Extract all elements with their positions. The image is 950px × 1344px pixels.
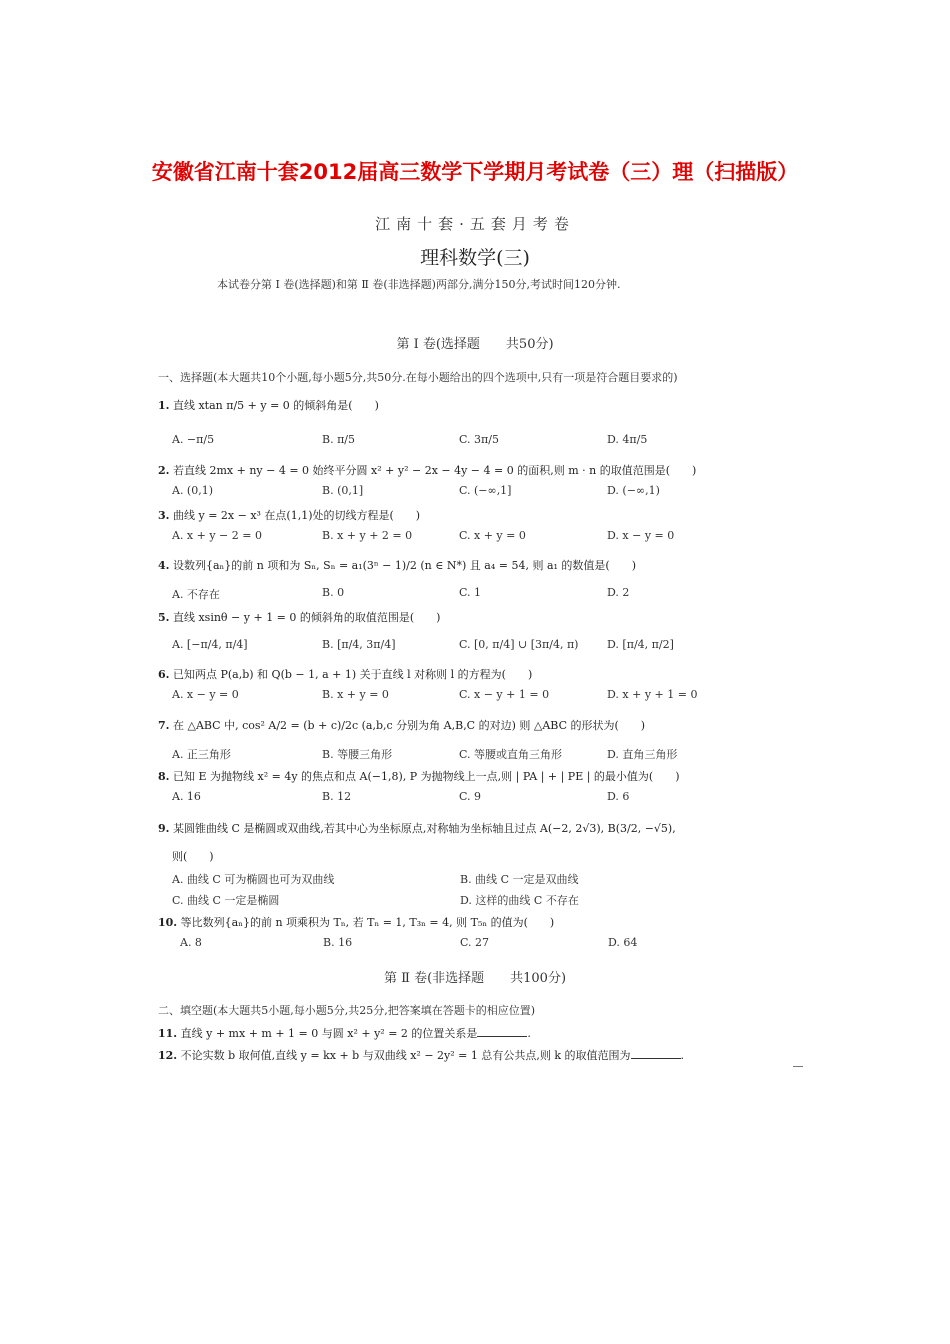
question-4 xyxy=(158,557,636,573)
question-number: 1. xyxy=(158,399,170,412)
option-a: A. x − y = 0 xyxy=(172,688,239,701)
exam-subtitle: 理科数学(三) xyxy=(420,247,530,269)
option-b: B. 0 xyxy=(322,586,345,599)
question-1-options xyxy=(172,433,792,449)
part-one-heading: 第 Ⅰ 卷(选择题 共50分) xyxy=(396,337,554,352)
question-text: 若直线 2mx + ny − 4 = 0 始终平分圆 x² + y² − 2x − 4y − 4 = 0 的面积,则 m · n 的取值范围是( ) xyxy=(172,464,697,477)
question-number: 9. xyxy=(158,822,170,835)
question-12 xyxy=(158,1047,684,1063)
question-text: 直线 y + mx + m + 1 = 0 与圆 x² + y² = 2 的位置关系是 xyxy=(180,1027,478,1040)
question-number: 12. xyxy=(158,1049,178,1062)
question-number: 5. xyxy=(158,611,170,624)
option-d: D. 4π/5 xyxy=(607,433,648,446)
question-9-continuation: 则( ) xyxy=(172,850,214,863)
question-11 xyxy=(158,1025,531,1041)
option-a: A. 8 xyxy=(180,936,202,949)
option-d: D. x + y + 1 = 0 xyxy=(607,688,698,701)
question-2-options xyxy=(172,484,792,500)
option-d: D. 6 xyxy=(607,790,630,803)
question-text: 等比数列{aₙ}的前 n 项乘积为 Tₙ, 若 Tₙ = 1, T₃ₙ = 4, 则 T₅ₙ 的值为( ) xyxy=(180,916,555,929)
question-number: 10. xyxy=(158,916,178,929)
option-b: B. π/5 xyxy=(322,433,356,446)
option-a: A. 曲线 C 可为椭圆也可为双曲线 xyxy=(172,873,335,886)
option-d: D. 64 xyxy=(608,936,638,949)
option-a: A. x + y − 2 = 0 xyxy=(172,529,262,542)
question-8 xyxy=(158,768,680,784)
question-text: 某圆锥曲线 C 是椭圆或双曲线,若其中心为坐标原点,对称轴为坐标轴且过点 A(−2, 2√3), B(3/2, −√5), xyxy=(172,822,676,835)
document-title: 安徽省江南十套2012届高三数学下学期月考试卷（三）理（扫描版） xyxy=(151,160,799,184)
question-number: 4. xyxy=(158,559,170,572)
question-8-options xyxy=(172,790,792,806)
question-6-options xyxy=(172,688,792,704)
option-d: D. 这样的曲线 C 不存在 xyxy=(460,894,579,907)
option-a: A. 不存在 xyxy=(172,588,220,601)
option-c: C. 9 xyxy=(459,790,482,803)
option-c: C. (−∞,1] xyxy=(459,484,512,497)
option-d: D. (−∞,1) xyxy=(607,484,660,497)
question-3-options xyxy=(172,529,792,545)
question-text: 在 △ABC 中, cos² A/2 = (b + c)/2c (a,b,c 分别为角 A,B,C 的对边) 则 △ABC 的形状为( ) xyxy=(172,719,646,732)
question-3 xyxy=(158,507,420,523)
question-10-options xyxy=(180,936,800,952)
question-4-options xyxy=(172,586,792,602)
option-b: B. 12 xyxy=(322,790,352,803)
option-b: B. 曲线 C 一定是双曲线 xyxy=(460,873,579,886)
part-two-heading: 第 Ⅱ 卷(非选择题 共100分) xyxy=(383,971,567,986)
option-c: C. 曲线 C 一定是椭圆 xyxy=(172,894,280,907)
question-7 xyxy=(158,717,645,733)
question-5-options xyxy=(172,638,792,654)
option-b: B. [π/4, 3π/4] xyxy=(322,638,396,651)
option-b: B. x + y + 2 = 0 xyxy=(322,529,413,542)
option-d: D. 直角三角形 xyxy=(607,748,678,761)
option-c: C. x + y = 0 xyxy=(459,529,526,542)
option-a: A. 16 xyxy=(172,790,201,803)
question-text: 不论实数 b 取何值,直线 y = kx + b 与双曲线 x² − 2y² = 1 总有公共点,则 k 的取值范围为 xyxy=(180,1049,631,1062)
question-text: 已知两点 P(a,b) 和 Q(b − 1, a + 1) 关于直线 l 对称则 l 的方程为( ) xyxy=(172,668,533,681)
series-header: 江南十套·五套月考卷 xyxy=(375,215,575,233)
option-d: D. 2 xyxy=(607,586,630,599)
option-b: B. 16 xyxy=(323,936,353,949)
option-d: D. [π/4, π/2] xyxy=(607,638,674,651)
question-9-options-row1 xyxy=(172,871,792,887)
question-number: 8. xyxy=(158,770,170,783)
question-text: 已知 E 为抛物线 x² = 4y 的焦点和点 A(−1,8), P 为抛物线上一点,则 | PA | + | PE | 的最小值为( ) xyxy=(172,770,680,783)
option-a: A. (0,1) xyxy=(172,484,214,497)
question-9-options-row2 xyxy=(172,892,792,908)
option-c: C. 27 xyxy=(460,936,490,949)
option-d: D. x − y = 0 xyxy=(607,529,675,542)
question-number: 6. xyxy=(158,668,170,681)
question-1 xyxy=(158,397,379,413)
option-b: B. (0,1] xyxy=(322,484,364,497)
answer-blank xyxy=(631,1048,681,1059)
scan-speck xyxy=(793,1066,803,1067)
question-end: . xyxy=(527,1027,531,1040)
question-number: 11. xyxy=(158,1027,178,1040)
question-7-options xyxy=(172,746,792,762)
question-number: 7. xyxy=(158,719,170,732)
option-c: C. 1 xyxy=(459,586,482,599)
question-number: 3. xyxy=(158,509,170,522)
question-text: 直线 xsinθ − y + 1 = 0 的倾斜角的取值范围是( ) xyxy=(172,611,441,624)
option-a: A. −π/5 xyxy=(172,433,215,446)
exam-instructions: 本试卷分第 Ⅰ 卷(选择题)和第 Ⅱ 卷(非选择题)两部分,满分150分,考试时间120分钟. xyxy=(217,278,621,291)
question-end: . xyxy=(680,1049,685,1062)
question-text: 设数列{aₙ}的前 n 项和为 Sₙ, Sₙ = a₁(3ⁿ − 1)/2 (n ∈ N*) 且 a₄ = 54, 则 a₁ 的数值是( ) xyxy=(172,559,637,572)
question-text: 曲线 y = 2x − x³ 在点(1,1)处的切线方程是( ) xyxy=(172,509,421,522)
section-one-instructions: 一、选择题(本大题共10个小题,每小题5分,共50分.在每小题给出的四个选项中,只有一项是符合题目要求的) xyxy=(158,371,678,384)
section-two-instructions: 二、填空题(本大题共5小题,每小题5分,共25分,把答案填在答题卡的相应位置) xyxy=(158,1004,536,1017)
answer-blank xyxy=(477,1026,527,1037)
question-number: 2. xyxy=(158,464,170,477)
question-2 xyxy=(158,462,696,478)
option-b: B. x + y = 0 xyxy=(322,688,389,701)
question-10 xyxy=(158,914,554,930)
option-c: C. 等腰或直角三角形 xyxy=(459,748,563,761)
option-a: A. 正三角形 xyxy=(172,748,231,761)
option-b: B. 等腰三角形 xyxy=(322,748,393,761)
option-c: C. [0, π/4] ∪ [3π/4, π) xyxy=(459,638,579,651)
option-c: C. 3π/5 xyxy=(459,433,499,446)
question-5 xyxy=(158,609,440,625)
question-9 xyxy=(158,820,676,836)
option-a: A. [−π/4, π/4] xyxy=(172,638,248,651)
question-6 xyxy=(158,666,532,682)
option-c: C. x − y + 1 = 0 xyxy=(459,688,550,701)
question-text: 直线 xtan π/5 + y = 0 的倾斜角是( ) xyxy=(172,399,379,412)
